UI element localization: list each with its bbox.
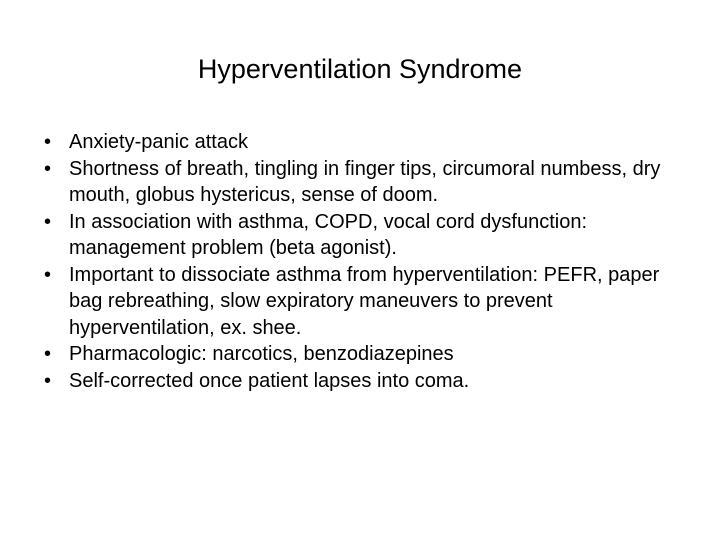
bullet-item <box>44 209 684 262</box>
bullet-icon: • <box>44 210 52 233</box>
bullet-text: Anxiety-panic attack <box>69 131 248 153</box>
bullet-text: In association with asthma, COPD, vocal cord dysfunction: management problem (beta agonist). <box>69 210 588 259</box>
bullet-item <box>44 368 684 395</box>
bullet-icon: • <box>44 263 52 286</box>
bullet-icon: • <box>44 343 52 365</box>
bullet-icon: • <box>44 369 52 392</box>
bullet-item <box>44 156 684 209</box>
bullet-item <box>44 341 684 368</box>
bullet-list <box>44 129 684 394</box>
bullet-text: Important to dissociate asthma from hyperventilation: PEFR, paper bag rebreathing, slow expiratory maneuvers to prevent hyperventilation, ex. shee. <box>69 263 660 339</box>
bullet-item <box>44 129 684 156</box>
bullet-icon: • <box>44 157 52 180</box>
bullet-text: Shortness of breath, tingling in finger tips, circumoral numbess, dry mouth, globus hystericus, sense of doom. <box>69 157 661 206</box>
bullet-text: Pharmacologic: narcotics, benzodiazepines <box>69 343 454 365</box>
bullet-item <box>44 262 684 342</box>
slide-title: Hyperventilation Syndrome <box>197 54 523 84</box>
bullet-text: Self-corrected once patient lapses into coma. <box>69 369 470 392</box>
bullet-icon: • <box>44 131 52 153</box>
